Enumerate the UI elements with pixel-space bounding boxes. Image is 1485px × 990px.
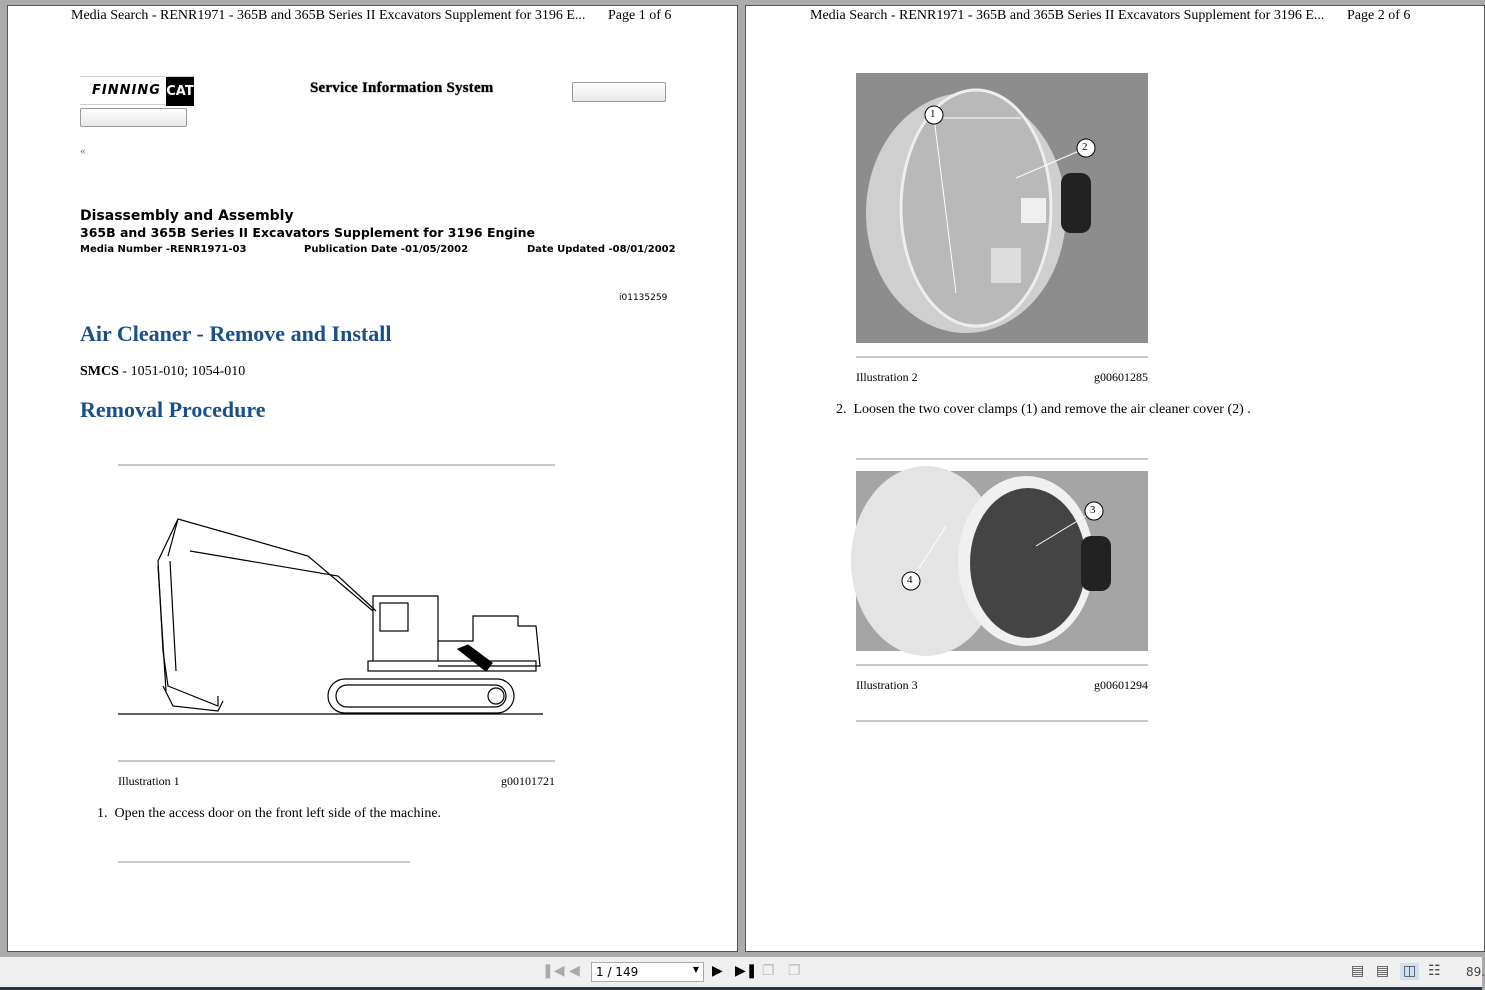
doc-id: i01135259 — [619, 293, 668, 303]
step-number: 1. — [97, 806, 108, 821]
illustration-id: g00601294 — [1094, 678, 1148, 692]
back-link[interactable]: « — [80, 145, 86, 157]
publication-date: Publication Date -01/05/2002 — [304, 244, 469, 255]
finning-cat-logo — [80, 76, 194, 105]
doc-subtitle: 365B and 365B Series II Excavators Supplement for 3196 Engine — [80, 225, 535, 240]
callout-3: 3 — [1090, 504, 1096, 516]
callout-2: 2 — [1082, 141, 1088, 153]
page-header: Media Search - RENR1971 - 365B and 365B Series II Excavators Supplement for 3196 E... — [71, 8, 586, 23]
divider — [118, 464, 555, 466]
step-text: Open the access door on the front left side of the machine. — [114, 806, 442, 821]
chevron-down-icon: ▼ — [692, 965, 699, 974]
two-page-continuous-view-icon[interactable]: ☷ — [1428, 964, 1441, 979]
page-number-label: Page 2 of 6 — [1347, 8, 1411, 23]
page-number-label: Page 1 of 6 — [608, 8, 672, 23]
blank-button-2[interactable] — [572, 82, 666, 102]
divider — [118, 760, 555, 762]
illustration-2-photo — [856, 73, 1148, 343]
rotate-right-icon[interactable]: ❐ — [788, 964, 801, 979]
media-number: Media Number -RENR1971-03 — [80, 244, 247, 255]
section-heading: Removal Procedure — [80, 397, 266, 422]
page-number-select[interactable] — [591, 962, 704, 982]
doc-type: Disassembly and Assembly — [80, 208, 294, 224]
divider — [118, 861, 410, 863]
page-title: Air Cleaner - Remove and Install — [80, 321, 392, 346]
pdf-page-1 — [7, 5, 738, 952]
callout-4: 4 — [907, 574, 913, 586]
continuous-view-icon[interactable]: ▤ — [1376, 964, 1390, 979]
cat-logo: CAT — [166, 77, 194, 106]
illustration-3-photo — [856, 471, 1148, 651]
page-header: Media Search - RENR1971 - 365B and 365B Series II Excavators Supplement for 3196 E... — [810, 8, 1325, 23]
illustration-label: Illustration 2 — [856, 370, 918, 384]
smcs-value: - 1051-010; 1054-010 — [118, 364, 246, 379]
step-1 — [97, 806, 441, 822]
divider — [856, 458, 1148, 460]
step-2 — [836, 402, 1251, 418]
last-page-icon[interactable]: ▶❚ — [735, 964, 758, 979]
illustration-id: g00601285 — [1094, 370, 1148, 384]
single-page-view-icon[interactable]: ▤ — [1351, 964, 1365, 979]
step-number: 2. — [836, 402, 847, 417]
illustration-label: Illustration 3 — [856, 678, 918, 692]
date-updated: Date Updated -08/01/2002 — [527, 244, 676, 255]
zoom-level[interactable]: 89. — [1466, 965, 1485, 979]
logo-text: FINNING — [92, 83, 161, 98]
blank-button-1[interactable] — [80, 108, 187, 127]
step-text: Loosen the two cover clamps (1) and remove the air cleaner cover (2) . — [853, 402, 1251, 417]
divider — [856, 356, 1148, 358]
previous-page-icon[interactable]: ◀ — [569, 964, 580, 979]
next-page-icon[interactable]: ▶ — [712, 964, 723, 979]
divider — [856, 664, 1148, 666]
rotate-left-icon[interactable]: ❐ — [762, 964, 775, 979]
smcs-line — [80, 364, 245, 380]
smcs-label: SMCS — [80, 364, 119, 379]
sis-title: Service Information System — [310, 80, 494, 96]
excavator-illustration — [118, 501, 558, 731]
illustration-label: Illustration 1 — [118, 774, 180, 788]
first-page-icon[interactable]: ❚◀ — [542, 964, 565, 979]
callout-1: 1 — [930, 108, 936, 120]
viewer-toolbar — [0, 957, 1485, 987]
page-number-value: 1 / 149 — [596, 965, 639, 979]
two-page-view-icon[interactable]: ◫ — [1400, 963, 1419, 980]
divider — [856, 720, 1148, 722]
pdf-page-2 — [745, 5, 1485, 952]
illustration-id: g00101721 — [501, 774, 555, 788]
